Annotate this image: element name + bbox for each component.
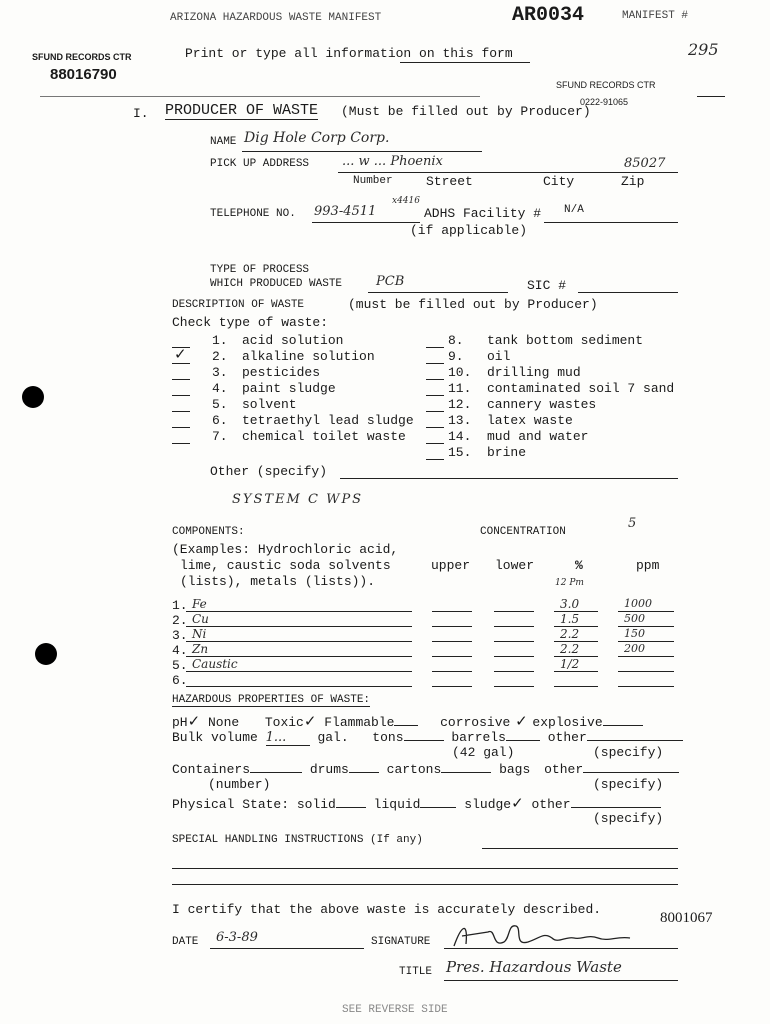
section-numeral: I.	[133, 106, 149, 121]
signature-label: SIGNATURE	[371, 936, 431, 948]
component-row: 4. Zn 2.2 200	[172, 643, 682, 658]
specify-note: (specify)	[593, 811, 664, 826]
title-value: Pres. Hazardous Waste	[446, 958, 622, 976]
check-mark-icon: ✓	[303, 712, 317, 730]
phone-value: 993-4511	[314, 204, 377, 219]
col-upper: upper	[431, 558, 471, 573]
process-label-2: WHICH PRODUCED WASTE	[210, 278, 343, 290]
component-row: 1. Fe 3.0 1000	[172, 598, 682, 613]
name-label: NAME	[210, 136, 237, 148]
components-table	[172, 598, 682, 688]
specify-note: (specify)	[593, 745, 664, 760]
signature-image	[448, 918, 638, 952]
hazard-ph-row: pH✓ None Toxic✓ Flammable corrosive ✓ explosive	[172, 712, 643, 730]
date-label: DATE	[172, 936, 199, 948]
col-ppm: ppm	[636, 558, 660, 573]
records-number-right: 0222-91065	[580, 97, 629, 107]
process-label-1: TYPE OF PROCESS	[210, 264, 310, 276]
name-value: Dig Hole Corp Corp.	[244, 130, 390, 146]
check-type-label: Check type of waste:	[172, 315, 329, 330]
pct-note: 12 Pm	[555, 578, 584, 588]
punch-hole-bottom	[35, 643, 57, 665]
form-title: ARIZONA HAZARDOUS WASTE MANIFEST	[170, 12, 382, 24]
component-row: 5. Caustic 1/2	[172, 658, 682, 673]
punch-hole-top	[22, 386, 44, 408]
stamp-number: 8001067	[660, 910, 713, 926]
description-label: DESCRIPTION OF WASTE	[172, 299, 305, 311]
records-ctr-left: SFUND RECORDS CTR	[32, 52, 132, 62]
special-handling-label: SPECIAL HANDLING INSTRUCTIONS (If any)	[172, 834, 423, 846]
form-instructions: Print or type all information on this form	[185, 46, 513, 61]
concentration-label: CONCENTRATION	[480, 526, 566, 538]
components-example-1: (Examples: Hydrochloric acid,	[172, 542, 399, 557]
hazard-label: HAZARDOUS PROPERTIES OF WASTE:	[172, 694, 371, 706]
description-note: (must be filled out by Producer)	[348, 297, 598, 312]
components-example-2: lime, caustic soda solvents	[180, 558, 391, 573]
hazard-bulk-row: Bulk volume 1... gal. tons barrels other	[172, 730, 683, 746]
title-label: TITLE	[399, 966, 433, 978]
components-example-3: (lists), metals (lists)).	[180, 574, 376, 589]
hazard-containers-row: Containers drums cartons bags other	[172, 762, 679, 777]
address-sub-street: Street	[426, 174, 473, 189]
other-value: SYSTEM C WPS	[232, 492, 364, 507]
number-note: (number)	[208, 777, 271, 792]
check-mark-icon: ✓	[174, 345, 187, 363]
address-sub-number: Number	[353, 175, 393, 187]
manifest-label: MANIFEST #	[622, 10, 689, 22]
col-lower: lower	[495, 558, 535, 573]
component-row: 3. Ni 2.2 150	[172, 628, 682, 643]
col-pct: %	[575, 558, 583, 573]
phone-ext: x4416	[392, 196, 420, 206]
other-label: Other (specify)	[210, 464, 328, 479]
check-mark-icon: ✓	[510, 712, 533, 730]
specify-note: (specify)	[593, 777, 664, 792]
zip-value: 85027	[624, 156, 666, 171]
section-note: (Must be filled out by Producer)	[341, 104, 591, 119]
concentration-mark: 5	[628, 516, 637, 531]
see-reverse: SEE REVERSE SIDE	[342, 1004, 448, 1016]
section-title: PRODUCER OF WASTE	[165, 102, 319, 119]
address-value: ... w ... Phoenix	[342, 154, 443, 169]
address-label: PICK UP ADDRESS	[210, 158, 310, 170]
hazard-physical-row: Physical State: solid liquid sludge✓ other	[172, 794, 661, 812]
document-id: AR0034	[512, 4, 585, 27]
records-ctr-right: SFUND RECORDS CTR	[556, 80, 656, 90]
adhs-value: N/A	[564, 204, 584, 216]
adhs-label: ADHS Facility #	[424, 206, 542, 221]
check-mark-icon: ✓	[511, 794, 524, 812]
certification-statement: I certify that the above waste is accurately described.	[172, 902, 602, 917]
sic-label: SIC #	[527, 278, 567, 293]
manifest-number: 295	[688, 40, 719, 59]
component-row: 2. Cu 1.5 500	[172, 613, 682, 628]
address-sub-city: City	[543, 174, 575, 189]
components-label: COMPONENTS:	[172, 526, 245, 538]
address-sub-zip: Zip	[621, 174, 645, 189]
component-row: 6.	[172, 673, 682, 688]
process-value: PCB	[376, 274, 405, 289]
records-number-left: 88016790	[50, 66, 117, 83]
date-value: 6-3-89	[216, 930, 258, 945]
phone-label: TELEPHONE NO.	[210, 208, 296, 220]
barrels-note: (42 gal)	[452, 745, 515, 760]
check-mark-icon: ✓	[187, 712, 201, 730]
if-applicable: (if applicable)	[410, 223, 528, 238]
